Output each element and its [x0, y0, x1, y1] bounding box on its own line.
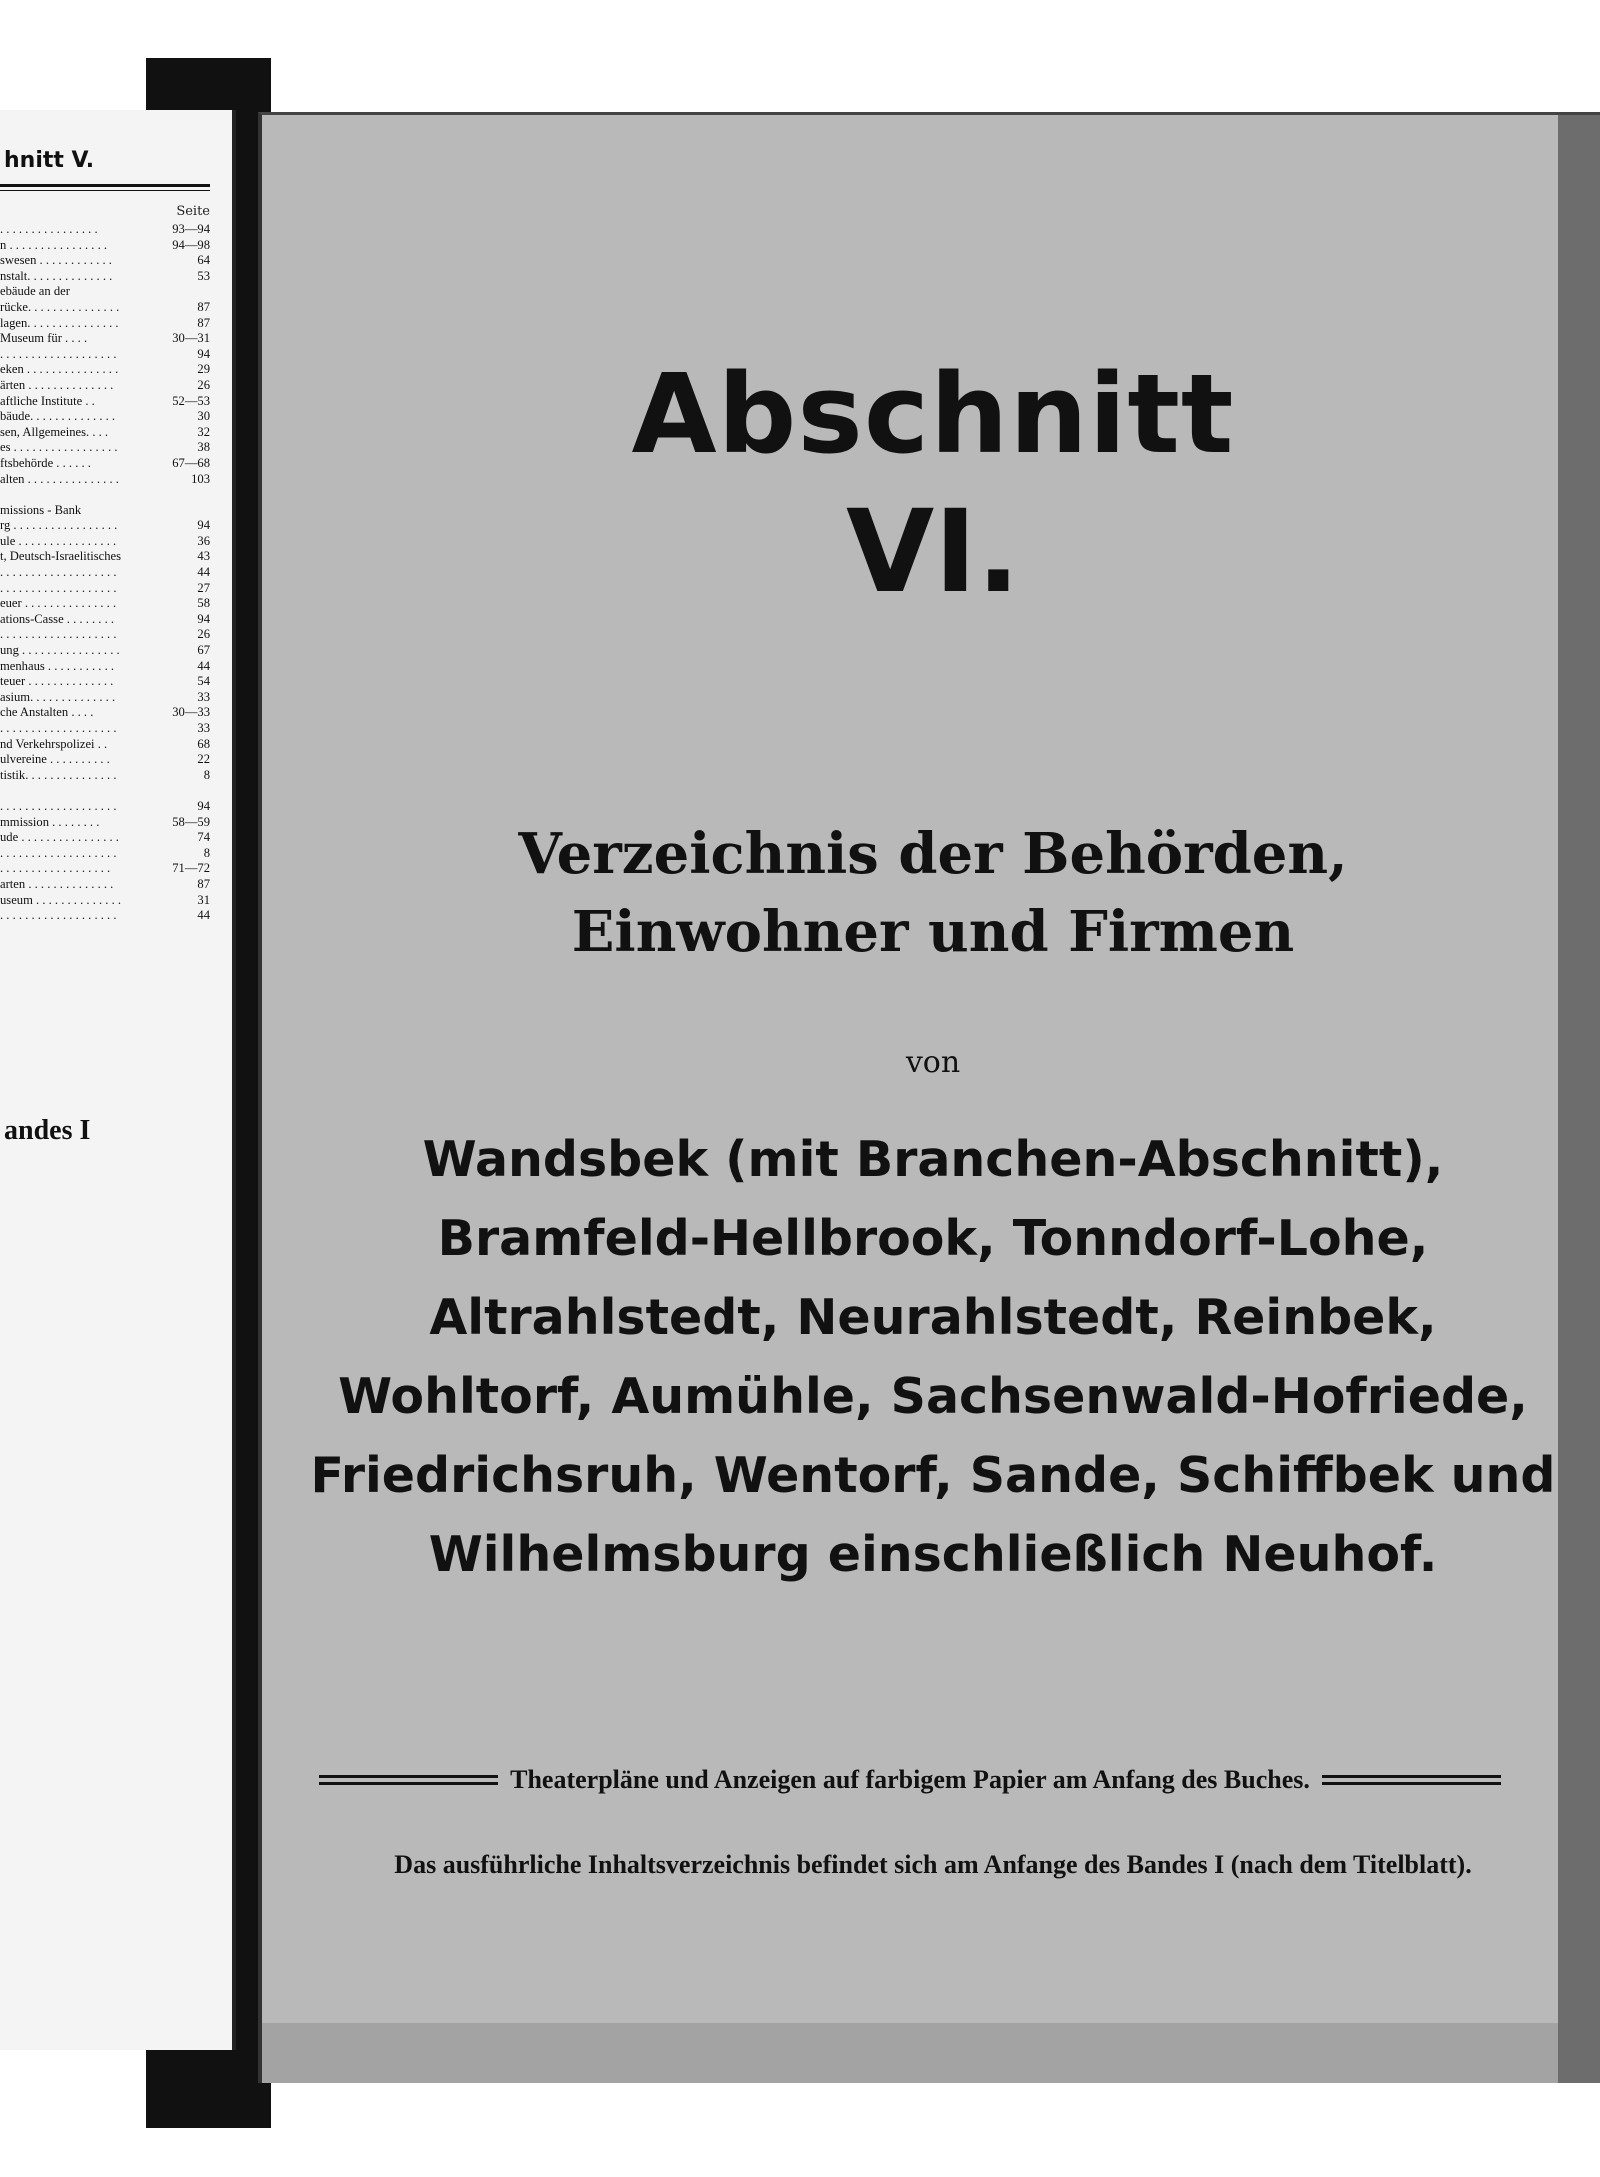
toc-row: [0, 362, 210, 378]
toc-page-number: 52—53: [172, 393, 210, 408]
subtitle-line-2: Einwohner und Firmen: [571, 899, 1295, 965]
double-rule-right: [1322, 1775, 1501, 1785]
toc-row: [0, 721, 210, 737]
toc-entry-text: t, Deutsch-Israelitisches: [0, 549, 121, 564]
toc-row: [0, 846, 210, 862]
place-line: Bramfeld-Hellbrook, Tonndorf-Lohe,: [437, 1210, 1429, 1267]
toc-row: [0, 627, 210, 643]
toc-row: [0, 222, 210, 238]
toc-entry-text: . . . . . . . . . . . . . . . . . . .: [0, 580, 117, 595]
place-line: Altrahlstedt, Neurahlstedt, Reinbek,: [429, 1289, 1437, 1346]
toc-page-number: 33: [197, 689, 210, 704]
toc-entry-text: rücke. . . . . . . . . . . . . . .: [0, 299, 120, 314]
footnote: Das ausführliche Inhaltsverzeichnis befindet sich am Anfange des Bandes I (nach dem Titelblatt).: [394, 1850, 1472, 1879]
toc-page-number: 54: [197, 674, 210, 689]
place-line: Wilhelmsburg einschließlich Neuhof.: [428, 1526, 1438, 1583]
toc-page-number: 38: [197, 440, 210, 455]
toc-entry-text: . . . . . . . . . . . . . . . . . .: [0, 861, 111, 876]
toc-row: [0, 643, 210, 659]
toc-entry-text: ärten . . . . . . . . . . . . . .: [0, 377, 114, 392]
heading-rule-thin: [0, 190, 210, 191]
toc-row: [0, 549, 210, 565]
toc-row: [0, 253, 210, 269]
section-number: VI.: [846, 485, 1020, 618]
seite-label: Seite: [176, 204, 210, 219]
toc-row: [0, 472, 210, 488]
toc-page-number: 8: [203, 767, 210, 782]
toc-row: [0, 674, 210, 690]
toc-entry-text: useum . . . . . . . . . . . . . .: [0, 892, 122, 907]
toc-page-number: 30—31: [172, 331, 210, 346]
toc-row: [0, 300, 210, 316]
section-title: Abschnitt: [631, 350, 1235, 478]
toc-page-number: 64: [197, 253, 210, 268]
toc-entry-text: es . . . . . . . . . . . . . . . . .: [0, 440, 118, 455]
toc-page-number: [208, 503, 210, 519]
toc-row: [0, 565, 210, 581]
toc-entry-text: . . . . . . . . . . . . . . . . . . .: [0, 798, 117, 813]
toc-row: [0, 503, 210, 519]
toc-page-number: 58—59: [172, 814, 210, 829]
toc-entry-text: . . . . . . . . . . . . . . . . . . .: [0, 845, 117, 860]
place-line: Friedrichsruh, Wentorf, Sande, Schiffbek und: [310, 1447, 1556, 1504]
toc-row: [0, 908, 210, 924]
toc-row: [0, 705, 210, 721]
toc-page-number: 36: [197, 533, 210, 548]
heading-rule: [0, 184, 210, 187]
toc-entry-text: . . . . . . . . . . . . . . . . . . .: [0, 565, 117, 580]
toc-page-number: 26: [197, 627, 210, 642]
toc-page-number: 94—98: [172, 237, 210, 252]
toc-entry-text: swesen . . . . . . . . . . . .: [0, 253, 112, 268]
toc-page-number: 67—68: [172, 455, 210, 470]
toc-entry-text: teuer . . . . . . . . . . . . . .: [0, 674, 114, 689]
toc-entry-text: . . . . . . . . . . . . . . . . . . .: [0, 908, 117, 923]
toc-page-number: 58: [197, 596, 210, 611]
toc-entry-text: ebäude an der: [0, 284, 70, 299]
toc-entry-text: Museum für . . . .: [0, 331, 88, 346]
toc-entry-text: euer . . . . . . . . . . . . . . .: [0, 596, 117, 611]
toc-entry-text: rg . . . . . . . . . . . . . . . . .: [0, 518, 118, 533]
table-of-contents: [0, 222, 210, 924]
toc-page-number: 68: [197, 736, 210, 751]
toc-entry-text: asium. . . . . . . . . . . . . .: [0, 689, 116, 704]
toc-row: [0, 456, 210, 472]
toc-page-number: 103: [191, 471, 210, 486]
toc-page-number: 74: [197, 830, 210, 845]
notice-line: [319, 1765, 1501, 1795]
von-label: von: [905, 1045, 961, 1080]
toc-row: [0, 347, 210, 363]
double-rule-left: [319, 1775, 498, 1785]
toc-row: [0, 596, 210, 612]
toc-page-number: 26: [197, 377, 210, 392]
toc-page-number: 22: [197, 752, 210, 767]
toc-row: [0, 690, 210, 706]
toc-row: [0, 612, 210, 628]
toc-page-number: 71—72: [172, 861, 210, 876]
left-page: [0, 110, 236, 2050]
toc-row: [0, 877, 210, 893]
toc-page-number: 29: [197, 362, 210, 377]
main-page: [258, 112, 1600, 2083]
toc-page-number: 44: [197, 565, 210, 580]
page-bottom-band: [262, 2023, 1600, 2083]
left-page-heading: hnitt V.: [4, 148, 95, 173]
toc-entry-text: che Anstalten . . . .: [0, 705, 94, 720]
toc-entry-text: lagen. . . . . . . . . . . . . . .: [0, 315, 119, 330]
toc-entry-text: . . . . . . . . . . . . . . . . . . .: [0, 627, 117, 642]
toc-row: [0, 799, 210, 815]
toc-entry-text: ftsbehörde . . . . . .: [0, 455, 91, 470]
toc-entry-text: nd Verkehrspolizei . .: [0, 736, 108, 751]
toc-row: [0, 269, 210, 285]
subtitle: [262, 815, 1600, 971]
toc-row: [0, 394, 210, 410]
toc-row: [0, 768, 210, 784]
toc-page-number: 87: [197, 876, 210, 891]
toc-entry-text: mmission . . . . . . . .: [0, 814, 100, 829]
toc-page-number: 30—33: [172, 705, 210, 720]
toc-row: [0, 425, 210, 441]
toc-page-number: 87: [197, 299, 210, 314]
toc-page-number: 94: [197, 346, 210, 361]
toc-entry-text: ude . . . . . . . . . . . . . . . .: [0, 830, 119, 845]
toc-entry-text: ulvereine . . . . . . . . . .: [0, 752, 110, 767]
place-line: Wohltorf, Aumühle, Sachsenwald-Hofriede,: [338, 1368, 1528, 1425]
toc-entry-text: alten . . . . . . . . . . . . . . .: [0, 471, 119, 486]
toc-page-number: 33: [197, 721, 210, 735]
toc-row: [0, 581, 210, 597]
toc-page-number: 67: [197, 643, 210, 658]
toc-row: [0, 861, 210, 877]
toc-entry-text: ung . . . . . . . . . . . . . . . .: [0, 643, 120, 658]
toc-entry-text: nstalt. . . . . . . . . . . . . .: [0, 268, 113, 283]
toc-entry-text: tistik. . . . . . . . . . . . . . .: [0, 767, 117, 782]
toc-row: [0, 518, 210, 534]
notice-text: Theaterpläne und Anzeigen auf farbigem Papier am Anfang des Buches.: [510, 1765, 1310, 1794]
toc-row: [0, 378, 210, 394]
toc-row: [0, 238, 210, 254]
subtitle-line-1: Verzeichnis der Behörden,: [518, 821, 1348, 887]
toc-entry-text: . . . . . . . . . . . . . . . . . . .: [0, 346, 117, 361]
toc-row: [0, 815, 210, 831]
toc-row: [0, 737, 210, 753]
toc-page-number: 27: [197, 580, 210, 595]
toc-entry-text: n . . . . . . . . . . . . . . . .: [0, 237, 108, 252]
toc-page-number: 94: [197, 798, 210, 813]
toc-row: [0, 893, 210, 909]
toc-page-number: 32: [197, 424, 210, 439]
toc-row: [0, 534, 210, 550]
toc-entry-text: missions - Bank: [0, 502, 82, 517]
toc-page-number: 44: [197, 908, 210, 923]
toc-row: [0, 659, 210, 675]
toc-row: [0, 440, 210, 456]
toc-page-number: 94: [197, 611, 210, 626]
toc-page-number: 8: [203, 845, 210, 860]
toc-row: [0, 284, 210, 300]
left-page-bottom-text: andes I: [4, 1115, 91, 1146]
toc-entry-text: bäude. . . . . . . . . . . . . .: [0, 409, 116, 424]
place-line: Wandsbek (mit Branchen-Abschnitt),: [422, 1131, 1444, 1188]
toc-entry-text: ule . . . . . . . . . . . . . . . .: [0, 533, 117, 548]
toc-entry-text: ations-Casse . . . . . . . .: [0, 611, 115, 626]
toc-row: [0, 752, 210, 768]
toc-entry-text: . . . . . . . . . . . . . . . .: [0, 222, 98, 236]
places-list: [262, 1120, 1600, 1594]
toc-entry-text: menhaus . . . . . . . . . . .: [0, 658, 115, 673]
toc-page-number: 87: [197, 315, 210, 330]
toc-page-number: 44: [197, 658, 210, 673]
toc-page-number: 94: [197, 518, 210, 533]
toc-entry-text: . . . . . . . . . . . . . . . . . . .: [0, 721, 117, 735]
toc-row: [0, 830, 210, 846]
toc-entry-text: aftliche Institute . .: [0, 393, 95, 408]
toc-row: [0, 409, 210, 425]
toc-entry-text: sen, Allgemeines. . . .: [0, 424, 109, 439]
toc-page-number: [208, 284, 210, 300]
toc-row: [0, 316, 210, 332]
toc-entry-text: eken . . . . . . . . . . . . . . .: [0, 362, 119, 377]
toc-row: [0, 331, 210, 347]
toc-page-number: 31: [197, 892, 210, 907]
toc-page-number: 53: [197, 268, 210, 283]
toc-page-number: 43: [197, 549, 210, 564]
toc-page-number: 30: [197, 409, 210, 424]
toc-page-number: 93—94: [172, 222, 210, 236]
toc-entry-text: arten . . . . . . . . . . . . . .: [0, 876, 114, 891]
